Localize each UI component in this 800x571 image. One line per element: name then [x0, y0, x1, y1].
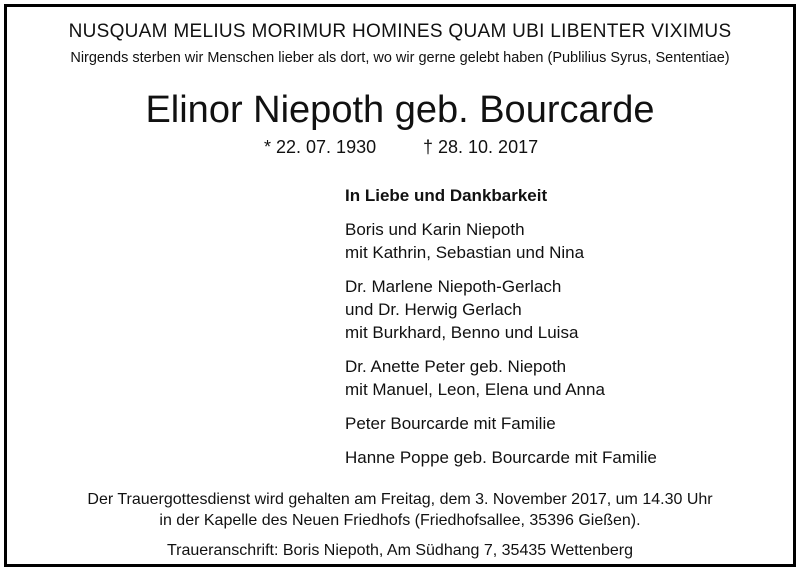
deceased-name: Elinor Niepoth geb. Bourcarde: [145, 89, 655, 131]
mourner-group: [345, 412, 657, 435]
mourner-group: [345, 275, 657, 344]
mourner-line: mit Kathrin, Sebastian und Nina: [345, 243, 585, 262]
mourners-list: [345, 184, 657, 480]
mourner-line: Dr. Marlene Niepoth-Gerlach: [345, 277, 562, 296]
birth-date: * 22. 07. 1930: [264, 137, 377, 157]
funeral-service-info: [7, 489, 793, 531]
mourner-group: [345, 218, 657, 264]
mourner-group: [345, 446, 657, 469]
mourner-group: [345, 355, 657, 401]
obituary-notice: [4, 4, 796, 567]
mourners-heading: In Liebe und Dankbarkeit: [345, 186, 548, 205]
motto-translation: Nirgends sterben wir Menschen lieber als dort, wo wir gerne gelebt haben (Publilius Syrus, Sententiae): [70, 50, 730, 66]
mourner-line: Dr. Anette Peter geb. Niepoth: [345, 357, 567, 376]
service-line: Der Trauergottesdienst wird gehalten am Freitag, dem 3. November 2017, um 14.30 Uhr: [87, 491, 713, 508]
mourner-line: Hanne Poppe geb. Bourcarde mit Familie: [345, 448, 657, 467]
service-line: in der Kapelle des Neuen Friedhofs (Friedhofsallee, 35396 Gießen).: [159, 512, 641, 529]
mourner-line: mit Burkhard, Benno und Luisa: [345, 323, 579, 342]
latin-motto: NUSQUAM MELIUS MORIMUR HOMINES QUAM UBI LIBENTER VIXIMUS: [68, 21, 732, 42]
death-date: † 28. 10. 2017: [423, 137, 539, 157]
mourner-line: Peter Bourcarde mit Familie: [345, 414, 556, 433]
mourner-line: Boris und Karin Niepoth: [345, 220, 525, 239]
mourner-line: und Dr. Herwig Gerlach: [345, 300, 522, 319]
mourner-line: mit Manuel, Leon, Elena und Anna: [345, 380, 605, 399]
mourning-address: Traueranschrift: Boris Niepoth, Am Südhang 7, 35435 Wettenberg: [166, 542, 634, 559]
